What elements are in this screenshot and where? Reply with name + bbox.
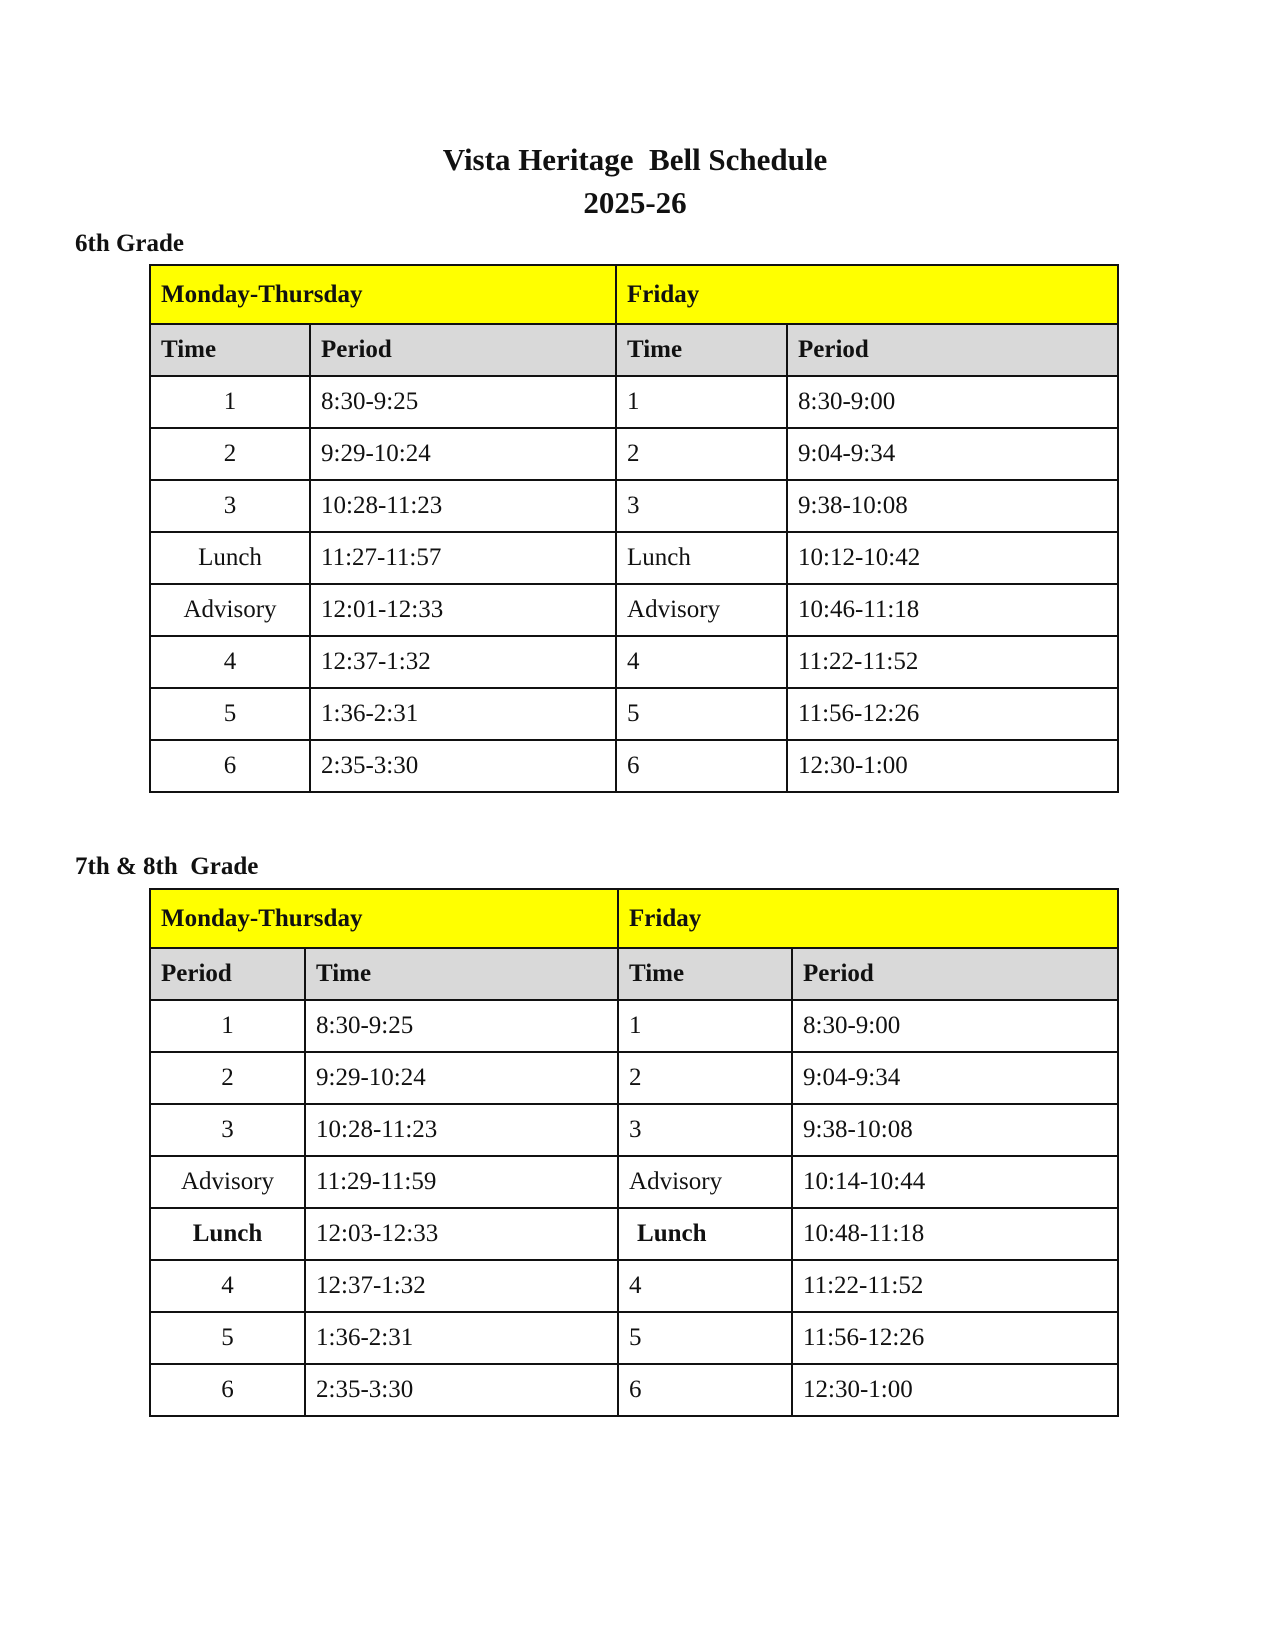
fri-period-cell: 3 [616, 480, 787, 532]
mt-time-cell: 9:29-10:24 [305, 1052, 618, 1104]
table-row [150, 376, 1118, 428]
fri-time-cell: 9:38-10:08 [787, 480, 1118, 532]
fri-period-cell: 4 [618, 1260, 792, 1312]
table-row [150, 1312, 1118, 1364]
table-row [150, 480, 1118, 532]
grade78-column-header-row [150, 948, 1118, 1000]
mt-period-cell: 5 [150, 688, 310, 740]
fri-period-cell: 4 [616, 636, 787, 688]
mt-time-cell: 8:30-9:25 [305, 1000, 618, 1052]
grade78-friday-label: Friday [618, 889, 1118, 948]
fri-time-cell: 11:56-12:26 [792, 1312, 1118, 1364]
fri-time-cell: 10:48-11:18 [792, 1208, 1118, 1260]
mt-period-cell: Advisory [150, 584, 310, 636]
fri-time-cell: 12:30-1:00 [792, 1364, 1118, 1416]
fri-period-cell: Advisory [616, 584, 787, 636]
mt-time-cell: 8:30-9:25 [310, 376, 616, 428]
school-year: 2025-26 [583, 185, 687, 220]
fri-time-cell: 10:46-11:18 [787, 584, 1118, 636]
grade78-monday-thursday-label: Monday-Thursday [150, 889, 618, 948]
table-row [150, 636, 1118, 688]
table-row [150, 1052, 1118, 1104]
mt-period-cell: 1 [150, 1000, 305, 1052]
mt-time-cell: 12:01-12:33 [310, 584, 616, 636]
fri-time-cell: 10:14-10:44 [792, 1156, 1118, 1208]
mt-time-cell: 10:28-11:23 [305, 1104, 618, 1156]
fri-period-cell: 2 [616, 428, 787, 480]
table-row [150, 1260, 1118, 1312]
fri-time-cell: 11:56-12:26 [787, 688, 1118, 740]
mt-time-cell: 11:29-11:59 [305, 1156, 618, 1208]
fri-period-cell: 2 [618, 1052, 792, 1104]
column-header: Period [310, 324, 616, 376]
fri-time-cell: 8:30-9:00 [792, 1000, 1118, 1052]
mt-time-cell: 12:37-1:32 [310, 636, 616, 688]
mt-period-cell: 2 [150, 1052, 305, 1104]
fri-period-cell: Lunch [616, 532, 787, 584]
table-row [150, 428, 1118, 480]
table-row [150, 1156, 1118, 1208]
fri-time-cell: 11:22-11:52 [787, 636, 1118, 688]
document-title: Vista Heritage Bell Schedule [442, 142, 828, 177]
fri-period-cell: 5 [616, 688, 787, 740]
grade78-schedule-table [149, 888, 1119, 1417]
table-row [150, 1208, 1118, 1260]
fri-period-cell: 6 [616, 740, 787, 792]
column-header: Time [305, 948, 618, 1000]
mt-period-cell: 4 [150, 636, 310, 688]
column-header: Period [787, 324, 1118, 376]
column-header: Time [150, 324, 310, 376]
mt-time-cell: 10:28-11:23 [310, 480, 616, 532]
mt-time-cell: 9:29-10:24 [310, 428, 616, 480]
fri-period-cell: 1 [618, 1000, 792, 1052]
mt-period-cell: Advisory [150, 1156, 305, 1208]
fri-time-cell: 8:30-9:00 [787, 376, 1118, 428]
table-row [150, 1000, 1118, 1052]
table-row [150, 1104, 1118, 1156]
mt-time-cell: 2:35-3:30 [310, 740, 616, 792]
column-header: Time [618, 948, 792, 1000]
fri-time-cell: 9:04-9:34 [792, 1052, 1118, 1104]
mt-period-cell: 4 [150, 1260, 305, 1312]
mt-period-cell: 6 [150, 1364, 305, 1416]
grade6-heading: 6th Grade [75, 230, 185, 257]
fri-time-cell: 9:04-9:34 [787, 428, 1118, 480]
mt-time-cell: 1:36-2:31 [305, 1312, 618, 1364]
mt-period-cell: 3 [150, 1104, 305, 1156]
grade6-column-header-row [150, 324, 1118, 376]
column-header: Period [150, 948, 305, 1000]
mt-time-cell: 12:03-12:33 [305, 1208, 618, 1260]
mt-period-cell: Lunch [150, 1208, 305, 1260]
table-row [150, 1364, 1118, 1416]
fri-period-cell: Lunch [618, 1208, 792, 1260]
grade6-friday-label: Friday [616, 265, 1118, 324]
mt-period-cell: 2 [150, 428, 310, 480]
mt-period-cell: 1 [150, 376, 310, 428]
column-header: Period [792, 948, 1118, 1000]
grade6-day-header-row [150, 265, 1118, 324]
fri-period-cell: 1 [616, 376, 787, 428]
mt-period-cell: Lunch [150, 532, 310, 584]
table-row [150, 584, 1118, 636]
grade6-schedule-table [149, 264, 1119, 793]
mt-time-cell: 2:35-3:30 [305, 1364, 618, 1416]
grade6-monday-thursday-label: Monday-Thursday [150, 265, 616, 324]
mt-period-cell: 3 [150, 480, 310, 532]
table-row [150, 688, 1118, 740]
fri-time-cell: 10:12-10:42 [787, 532, 1118, 584]
mt-time-cell: 1:36-2:31 [310, 688, 616, 740]
fri-time-cell: 9:38-10:08 [792, 1104, 1118, 1156]
mt-time-cell: 11:27-11:57 [310, 532, 616, 584]
column-header: Time [616, 324, 787, 376]
mt-period-cell: 5 [150, 1312, 305, 1364]
fri-period-cell: 6 [618, 1364, 792, 1416]
table-row [150, 740, 1118, 792]
grade78-heading: 7th & 8th Grade [75, 853, 259, 880]
fri-period-cell: Advisory [618, 1156, 792, 1208]
mt-period-cell: 6 [150, 740, 310, 792]
mt-time-cell: 12:37-1:32 [305, 1260, 618, 1312]
fri-time-cell: 12:30-1:00 [787, 740, 1118, 792]
fri-period-cell: 5 [618, 1312, 792, 1364]
grade78-day-header-row [150, 889, 1118, 948]
fri-period-cell: 3 [618, 1104, 792, 1156]
fri-time-cell: 11:22-11:52 [792, 1260, 1118, 1312]
table-row [150, 532, 1118, 584]
